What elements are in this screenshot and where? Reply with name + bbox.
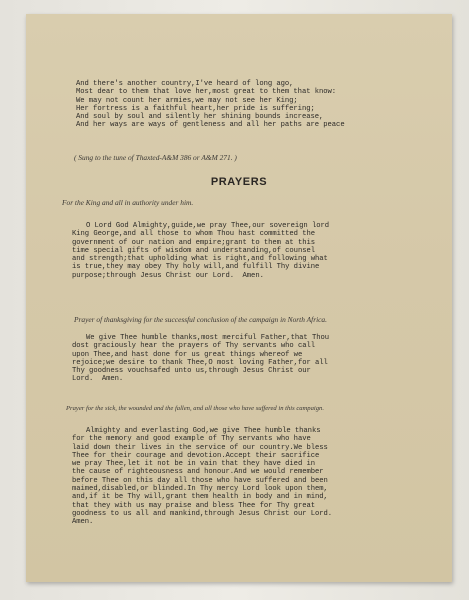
prayer-body-king: [72, 222, 329, 280]
verse-line: And her ways are ways of gentleness and all her paths are peace: [76, 121, 345, 130]
tune-note: ( Sung to the tune of Thaxted-A&M 386 or A&M 271. ): [74, 153, 237, 162]
prayer-line: O Lord God Almighty,guide,we pray Thee,our sovereign lord: [86, 222, 330, 230]
prayer-body-sick-wounded: [72, 427, 332, 527]
verse-line: And soul by soul and silently her shining bounds increase,: [76, 113, 324, 122]
prayer-line: for the memory and good example of Thy servants who have: [72, 435, 311, 444]
prayer-line: before Thee on this day all those who have suffered and been: [72, 476, 328, 485]
prayer-line: Amen.: [72, 518, 94, 527]
prayer-line: government of our nation and empire;grant to them at this: [72, 238, 316, 247]
hymn-verse: [76, 80, 345, 130]
prayer-line: and strength;that upholding what is right,and following what: [72, 255, 328, 264]
prayer-line: rejoice;we desire to thank Thee,O most loving Father,for all: [72, 358, 328, 367]
verse-line: And there's another country,I've heard of long ago,: [76, 80, 294, 88]
prayer-line: King George,and all those to whom Thou hast committed the: [72, 230, 316, 239]
prayer-heading-thanksgiving: Prayer of thanksgiving for the successful conclusion of the campaign in North Africa.: [74, 315, 327, 324]
prayer-line: and,if it be Thy will,grant them health in body and in mind,: [72, 493, 328, 502]
prayer-line: time special gifts of wisdom and understanding,of counsel: [72, 246, 316, 255]
verse-line: We may not count her armies,we may not see her King;: [76, 96, 298, 105]
prayer-line: the cause of righteousness and honour.And we would remember: [72, 468, 324, 477]
prayer-line: is true,they may obey Thy holy will,and fulfill Thy divine: [72, 263, 320, 272]
prayer-line: Thee for their courage and devotion.Accept their sacrifice: [72, 451, 320, 460]
prayer-sheet: [26, 14, 452, 582]
prayer-line: goodness to us all and mankind,through Jesus Christ our Lord.: [72, 509, 333, 518]
prayer-line: We give Thee humble thanks,most merciful Father,that Thou: [86, 334, 330, 342]
prayer-body-thanksgiving: [72, 334, 329, 384]
verse-line: Her fortress is a faithful heart,her pride is suffering;: [76, 104, 315, 113]
prayer-line: Lord. Amen.: [72, 375, 124, 384]
prayer-line: upon Thee,and hast done for us great things whereof we: [72, 350, 303, 359]
prayer-line: maimed,disabled,or blinded.In Thy mercy Lord look upon them,: [72, 485, 328, 494]
prayer-line: purpose;through Jesus Christ our Lord. Amen.: [72, 271, 264, 280]
prayer-line: we pray Thee,let it not be in vain that they have died in: [72, 460, 316, 469]
prayer-line: laid down their lives in the service of our country.We bless: [72, 443, 328, 452]
prayer-line: that they with us may praise and bless Thee for Thy great: [72, 501, 316, 510]
prayer-line: Almighty and everlasting God,we give Thee humble thanks: [86, 427, 321, 435]
prayer-heading-king: For the King and all in authority under him.: [62, 198, 194, 207]
prayer-line: dost graciously hear the prayers of Thy servants who call: [72, 342, 316, 351]
prayer-heading-sick-wounded: Prayer for the sick, the wounded and the fallen, and all those who have suffered in this campaign.: [66, 405, 324, 412]
prayer-line: Thy goodness vouchsafed unto us,through Jesus Christ our: [72, 367, 311, 376]
page-title: PRAYERS: [210, 176, 268, 188]
verse-line: Most dear to them that love her,most great to them that know:: [76, 88, 337, 97]
